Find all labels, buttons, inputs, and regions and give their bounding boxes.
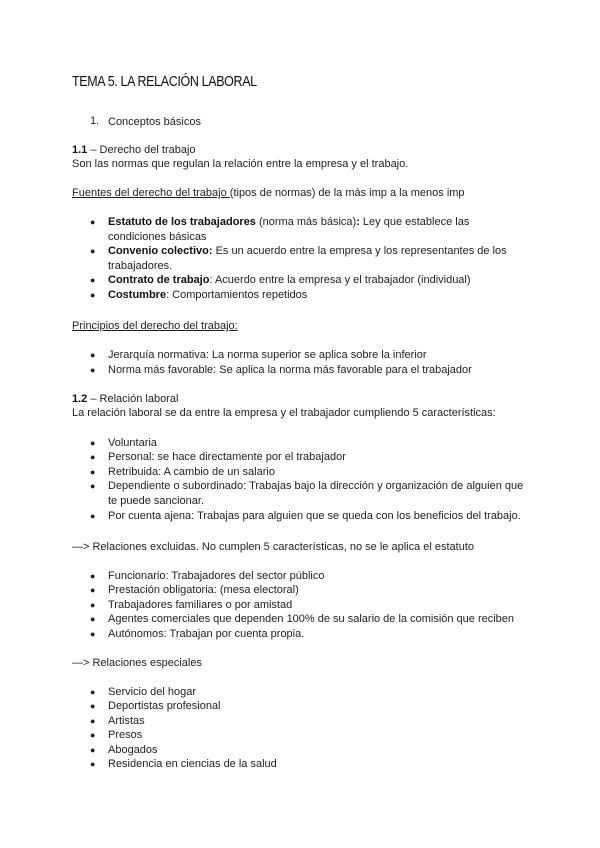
bullet-icon: ● [90, 438, 96, 448]
list-item: Retribuida: A cambio de un salario [108, 466, 275, 478]
subsection-1-2-text: La relación laboral se da entre la empresa y el trabajador cumpliendo 5 características: [72, 407, 496, 419]
bullet-icon: ● [90, 511, 96, 521]
list-item: Abogados [108, 744, 158, 756]
list-item: Residencia en ciencias de la salud [108, 758, 277, 770]
list-item-continuation: condiciones básicas [108, 230, 207, 243]
subsection-number: 1.1 [72, 144, 88, 156]
list-item: Norma más favorable: Se aplica la norma más favorable para el trabajador [108, 364, 472, 376]
list-item: Convenio colectivo: Es un acuerdo entre la empresa y los representantes de los [108, 245, 507, 257]
bullet-icon: ● [90, 716, 96, 726]
bullet-icon: ● [90, 687, 96, 697]
list-item: Estatuto de los trabajadores (norma más básica): Ley que establece las [108, 216, 470, 228]
bullet-icon: ● [90, 614, 96, 624]
bullet-icon: ● [90, 629, 96, 639]
list-item-continuation: te puede sancionar. [108, 494, 205, 507]
principios-heading: Principios del derecho del trabajo: [72, 320, 238, 332]
list-item: Dependiente o subordinado: Trabajas bajo la dirección y organización de alguien que [108, 480, 524, 492]
list-item: Servicio del hogar [108, 686, 197, 698]
bullet-icon: ● [90, 701, 96, 711]
list-item: Contrato de trabajo: Acuerdo entre la empresa y el trabajador (individual) [108, 274, 471, 286]
bullet-icon: ● [90, 467, 96, 477]
bullet-icon: ● [90, 585, 96, 595]
list-item: Deportistas profesional [108, 700, 221, 712]
list-item-continuation: trabajadores. [108, 259, 173, 272]
section-number: 1. [90, 115, 100, 127]
list-item: Personal: se hace directamente por el trabajador [108, 451, 346, 463]
excluidas-heading: —> Relaciones excluidas. No cumplen 5 características, no se le aplica el estatuto [72, 541, 475, 553]
bullet-icon: ● [90, 745, 96, 755]
list-item: Jerarquía normativa: La norma superior se aplica sobre la inferior [108, 349, 427, 361]
bullet-icon: ● [90, 275, 96, 285]
list-item: Agentes comerciales que dependen 100% de su salario de la comisión que reciben [108, 613, 515, 625]
list-item: Voluntaria [108, 437, 157, 449]
especiales-heading: —> Relaciones especiales [72, 657, 202, 669]
list-item: Autónomos: Trabajan por cuenta propia. [108, 628, 305, 640]
subsection-1-2-heading: 1.2 – Relación laboral [72, 393, 179, 405]
bullet-icon: ● [90, 290, 96, 300]
list-item: Por cuenta ajena: Trabajas para alguien que se queda con los beneficios del trabajo. [108, 510, 521, 522]
list-item: Costumbre: Comportamientos repetidos [108, 289, 308, 301]
subsection-number: 1.2 [72, 393, 88, 405]
list-item: Prestación obligatoria: (mesa electoral) [108, 584, 299, 596]
list-item: Trabajadores familiares o por amistad [108, 599, 293, 611]
subsection-1-1-heading: 1.1 – Derecho del trabajo [72, 144, 196, 156]
list-item: Artistas [108, 715, 145, 727]
bullet-icon: ● [90, 759, 96, 769]
document-title: TEMA 5. LA RELACIÓN LABORAL [72, 74, 257, 90]
bullet-icon: ● [90, 730, 96, 740]
list-item: Presos [108, 729, 143, 741]
bullet-icon: ● [90, 217, 96, 227]
bullet-icon: ● [90, 350, 96, 360]
bullet-icon: ● [90, 246, 96, 256]
bullet-icon: ● [90, 452, 96, 462]
bullet-icon: ● [90, 571, 96, 581]
list-item: Funcionario: Trabajadores del sector público [108, 570, 325, 582]
section-heading: Conceptos básicos [108, 116, 201, 128]
fuentes-heading: Fuentes del derecho del trabajo (tipos de normas) de la más imp a la menos imp [72, 187, 465, 199]
bullet-icon: ● [90, 600, 96, 610]
bullet-icon: ● [90, 365, 96, 375]
bullet-icon: ● [90, 481, 96, 491]
subsection-1-1-text: Son las normas que regulan la relación entre la empresa y el trabajo. [72, 158, 409, 170]
